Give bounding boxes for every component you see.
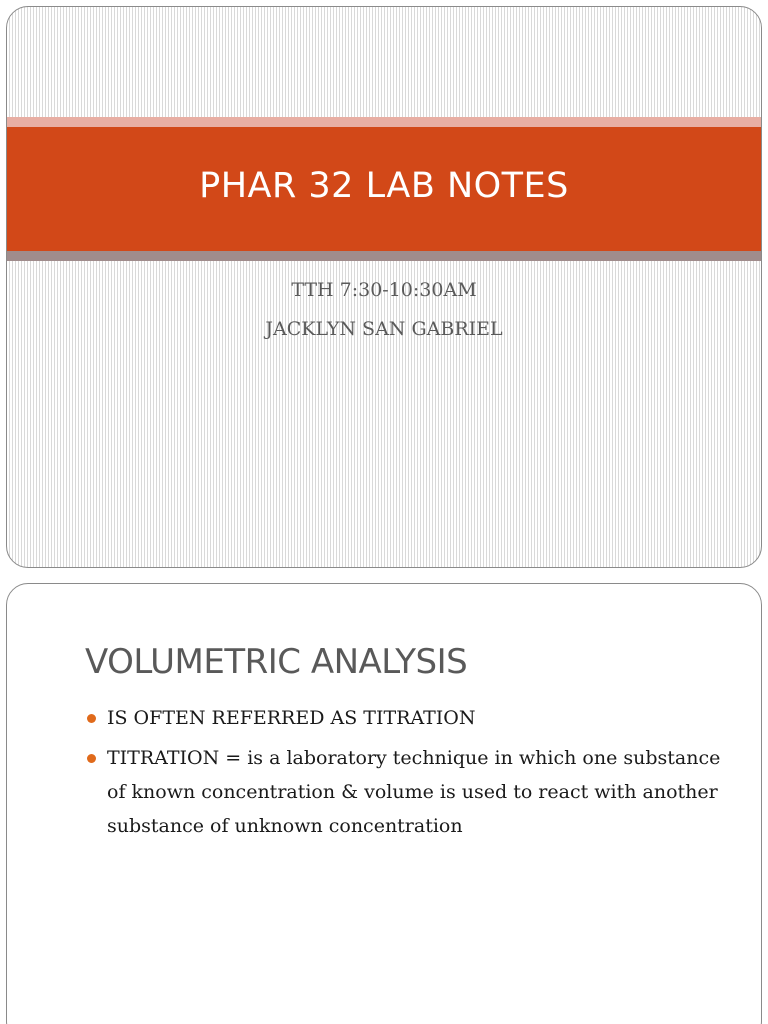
bullet-text: IS OFTEN REFERRED AS TITRATION [107, 707, 476, 729]
slide-heading: VOLUMETRIC ANALYSIS [85, 642, 468, 682]
title-band-bottom-stripe [7, 251, 761, 261]
bullet-list [85, 701, 735, 849]
bullet-text: TITRATION = is a laboratory technique in which one substance of known concentration & volume is used to react with another substance of unknown concentration [107, 747, 721, 837]
bullet-item [85, 701, 735, 735]
title-band [7, 127, 761, 251]
title-slide [6, 6, 762, 568]
bullet-dot-icon [87, 754, 96, 763]
author-subtitle: JACKLYN SAN GABRIEL [265, 318, 503, 340]
schedule-subtitle: TTH 7:30-10:30AM [291, 279, 477, 301]
content-slide [6, 583, 762, 1024]
title-band-top-stripe [7, 117, 761, 127]
slide-title: PHAR 32 LAB NOTES [199, 166, 569, 206]
bullet-dot-icon [87, 714, 96, 723]
bullet-item [85, 741, 735, 843]
